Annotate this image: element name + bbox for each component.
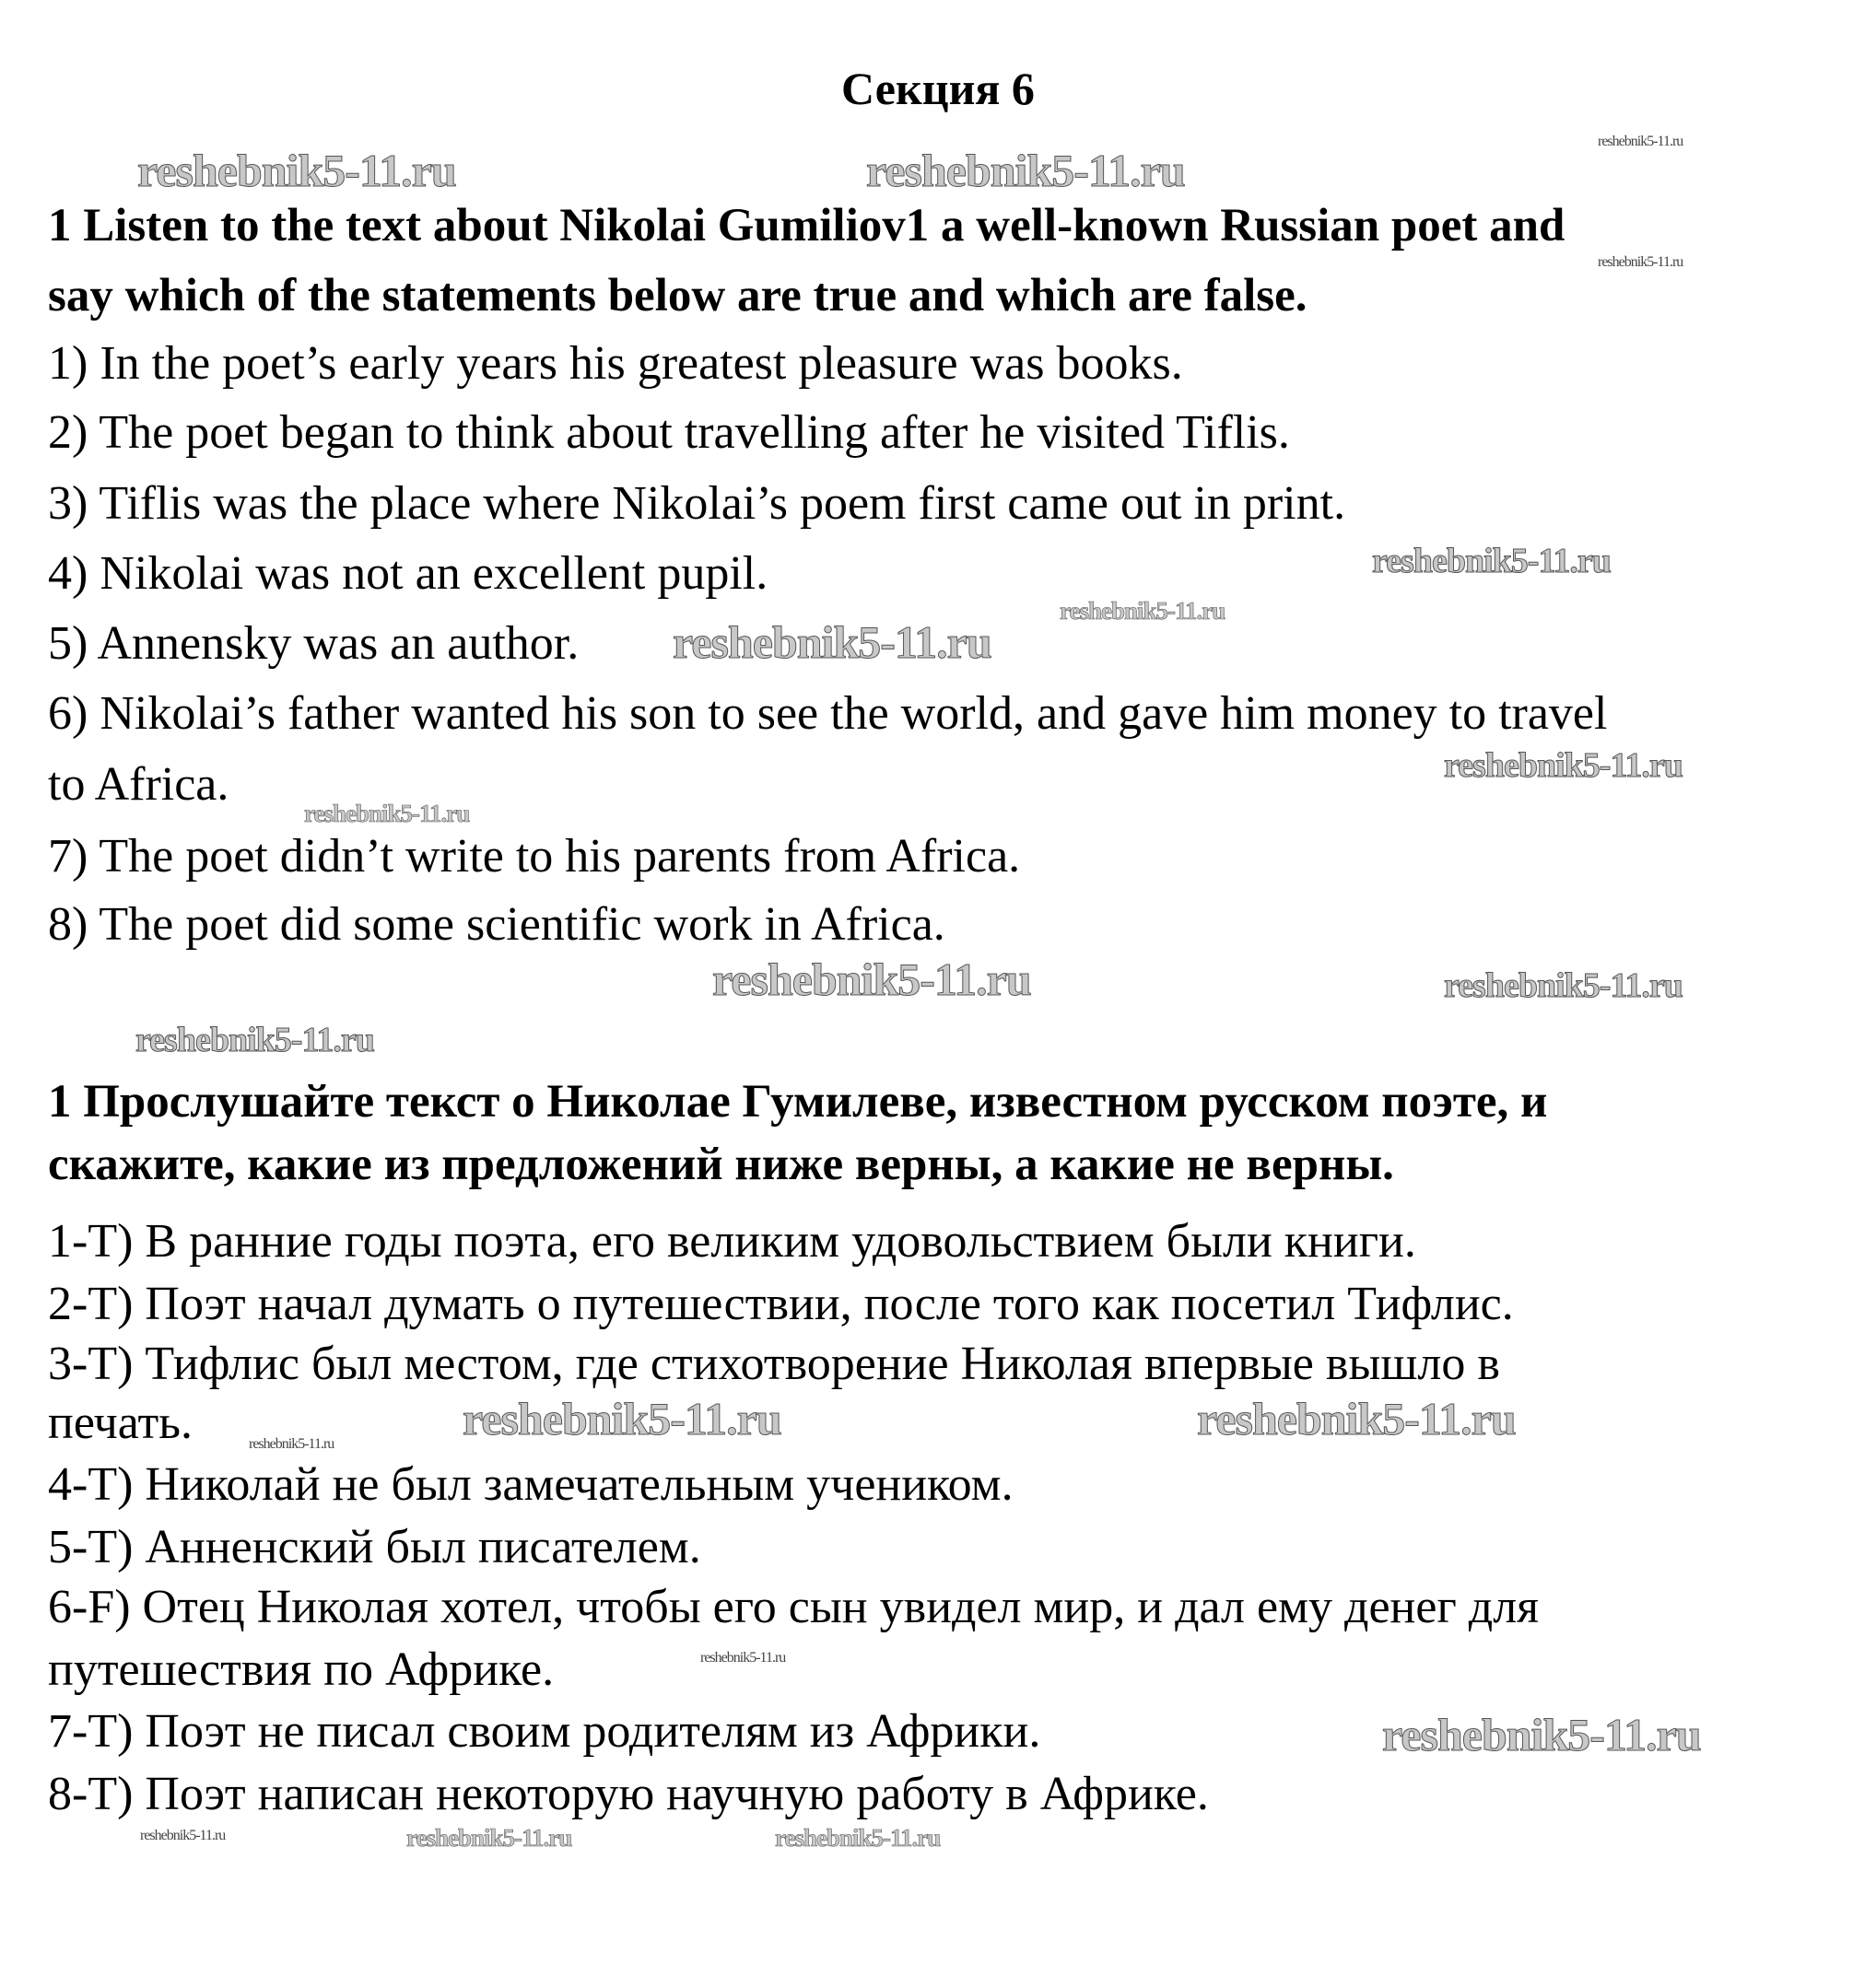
english-statement: 4) Nikolai was not an excellent pupil.: [48, 547, 768, 600]
english-statement: 3) Tiflis was the place where Nikolai’s poem first came out in print.: [48, 477, 1346, 530]
english-heading-line-1: 1 Listen to the text about Nikolai Gumiliov1 a well-known Russian poet and: [48, 200, 1565, 251]
russian-answer-continuation: печать.: [48, 1397, 193, 1449]
watermark: reshebnik5-11.ru: [463, 1393, 781, 1444]
english-statement: 5) Annensky was an author.: [48, 617, 580, 670]
russian-heading-line-1: 1 Прослушайте текст о Николае Гумилеве, известном русском поэте, и: [48, 1076, 1548, 1128]
english-statement: 8) The poet did some scientific work in Africa.: [48, 898, 945, 951]
watermark: reshebnik5-11.ru: [775, 1824, 941, 1852]
watermark: reshebnik5-11.ru: [135, 1021, 374, 1059]
watermark: reshebnik5-11.ru: [1372, 542, 1611, 580]
english-statement-continuation: to Africa.: [48, 758, 229, 811]
watermark: reshebnik5-11.ru: [866, 145, 1185, 196]
watermark: reshebnik5-11.ru: [712, 953, 1031, 1005]
english-statement: 6) Nikolai’s father wanted his son to see the world, and gave him money to travel: [48, 687, 1608, 740]
english-statement: 7) The poet didn’t write to his parents from Africa.: [48, 830, 1021, 883]
english-statement: 2) The poet began to think about travelling after he visited Tiflis.: [48, 406, 1290, 459]
watermark: reshebnik5-11.ru: [1598, 134, 1683, 149]
watermark: reshebnik5-11.ru: [700, 1650, 786, 1666]
watermark: reshebnik5-11.ru: [249, 1436, 334, 1452]
watermark: reshebnik5-11.ru: [1598, 254, 1683, 270]
russian-answer: 5-T) Анненский был писателем.: [48, 1521, 701, 1573]
page-title: Секция 6: [841, 63, 1035, 114]
english-heading-line-2: say which of the statements below are true and which are false.: [48, 270, 1307, 322]
watermark: reshebnik5-11.ru: [304, 800, 470, 827]
russian-answer: 8-T) Поэт написан некоторую научную работу в Африке.: [48, 1768, 1209, 1820]
russian-answer: 4-T) Николай не был замечательным учеником.: [48, 1458, 1014, 1511]
russian-answer: 6-F) Отец Николая хотел, чтобы его сын увидел мир, и дал ему денег для: [48, 1581, 1540, 1633]
russian-heading-line-2: скажите, какие из предложений ниже верны, а какие не верны.: [48, 1139, 1394, 1190]
watermark: reshebnik5-11.ru: [1060, 597, 1225, 625]
russian-answer: 2-T) Поэт начал думать о путешествии, после того как посетил Тифлис.: [48, 1278, 1514, 1330]
russian-answer: 7-T) Поэт не писал своим родителям из Африки.: [48, 1705, 1041, 1758]
watermark: reshebnik5-11.ru: [1444, 966, 1683, 1005]
english-statement: 1) In the poet’s early years his greatest pleasure was books.: [48, 337, 1183, 390]
watermark: reshebnik5-11.ru: [1444, 746, 1683, 785]
watermark: reshebnik5-11.ru: [137, 145, 456, 196]
watermark: reshebnik5-11.ru: [1197, 1393, 1516, 1444]
watermark: reshebnik5-11.ru: [406, 1824, 572, 1852]
watermark: reshebnik5-11.ru: [1382, 1709, 1701, 1760]
watermark: reshebnik5-11.ru: [140, 1828, 226, 1843]
russian-answer: 1-T) В ранние годы поэта, его великим удовольствием были книги.: [48, 1215, 1416, 1268]
watermark: reshebnik5-11.ru: [673, 616, 991, 668]
russian-answer-continuation: путешествия по Африке.: [48, 1643, 555, 1696]
russian-answer: 3-T) Тифлис был местом, где стихотворение Николая впервые вышло в: [48, 1338, 1500, 1390]
